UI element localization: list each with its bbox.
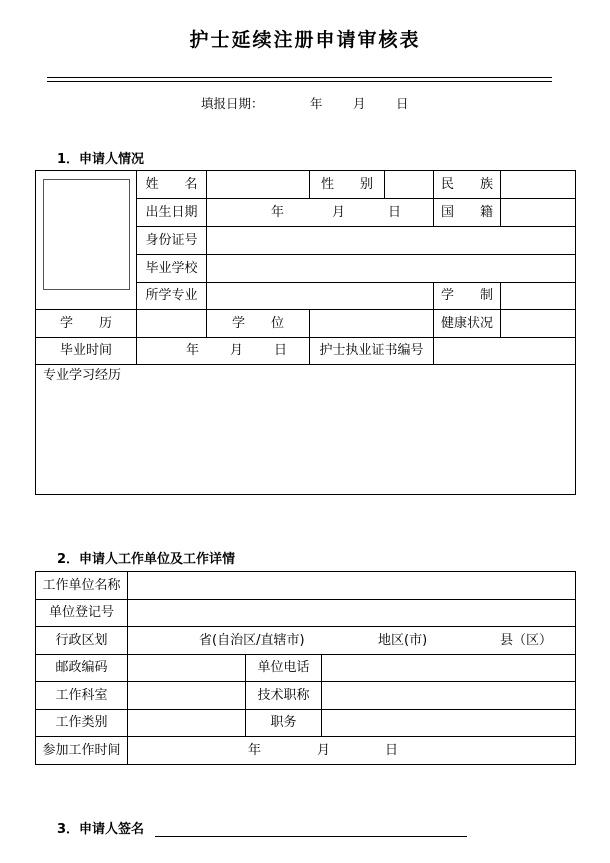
major-field (207, 283, 434, 310)
employer-reg-no-label: 单位登记号 (36, 600, 128, 627)
section3-heading: 3．申请人签名 (57, 822, 145, 837)
nationality-label: 国 籍 (434, 199, 501, 227)
major-label: 所学专业 (137, 283, 207, 310)
birth-date-year: 年 (271, 204, 285, 220)
graduation-year: 年 (186, 343, 200, 358)
county-text: 县（区） (500, 632, 553, 648)
license-number-label: 护士执业证书编号 (310, 338, 434, 365)
fill-date-label: 填报日期： (201, 96, 264, 111)
program-length-label: 学 制 (434, 283, 501, 310)
photo-cell (36, 171, 137, 310)
work-start-month: 月 (317, 742, 331, 758)
admin-division-label: 行政区划 (36, 627, 128, 655)
birth-date-label: 出生日期 (137, 199, 207, 227)
graduation-month: 月 (230, 343, 244, 358)
birth-date-month: 月 (332, 204, 346, 220)
work-start-day: 日 (385, 742, 399, 758)
section2-heading: 2．申请人工作单位及工作详情 (57, 552, 236, 567)
graduation-day: 日 (274, 343, 288, 358)
id-number-label: 身份证号 (137, 227, 207, 255)
work-start-year: 年 (248, 742, 262, 758)
name-field (207, 171, 310, 199)
province-text: 省(自治区/直辖市) (199, 632, 305, 648)
postal-code-field (128, 655, 246, 682)
title-rule-top (47, 77, 552, 78)
employment-table (35, 571, 576, 765)
employer-phone-label: 单位电话 (246, 655, 322, 682)
department-label: 工作科室 (36, 682, 128, 710)
employer-reg-no-field (128, 600, 576, 627)
health-label: 健康状况 (434, 310, 501, 338)
school-label: 毕业学校 (137, 255, 207, 283)
fill-date-day: 日 (396, 96, 409, 111)
education-label: 学 历 (36, 310, 137, 338)
birth-date-field (207, 199, 434, 227)
school-field (207, 255, 576, 283)
license-number-field (434, 338, 576, 365)
work-start-field (128, 737, 576, 765)
position-field (322, 710, 576, 737)
fill-date-month: 月 (353, 96, 366, 111)
form-title: 护士延续注册申请审核表 (189, 29, 421, 51)
study-history-label: 专业学习经历 (43, 368, 122, 383)
gender-field (385, 171, 434, 199)
employer-phone-field (322, 655, 576, 682)
graduation-time-label: 毕业时间 (36, 338, 137, 365)
title-rule-bottom (47, 81, 552, 82)
birth-date-day: 日 (388, 204, 402, 220)
employer-name-label: 工作单位名称 (36, 572, 128, 600)
ethnicity-label: 民 族 (434, 171, 501, 199)
section1-heading: 1．申请人情况 (57, 152, 145, 167)
education-field (137, 310, 207, 338)
signature-line (155, 836, 467, 837)
applicant-info-table (35, 170, 576, 495)
id-number-field (207, 227, 576, 255)
prefecture-text: 地区(市) (378, 632, 428, 648)
ethnicity-field (501, 171, 576, 199)
study-history-cell (36, 365, 576, 495)
program-length-field (501, 283, 576, 310)
technical-title-field (322, 682, 576, 710)
position-label: 职务 (246, 710, 322, 737)
admin-division-field (128, 627, 576, 655)
gender-label: 性 别 (310, 171, 385, 199)
degree-label: 学 位 (207, 310, 310, 338)
work-start-label: 参加工作时间 (36, 737, 128, 765)
degree-field (310, 310, 434, 338)
postal-code-label: 邮政编码 (36, 655, 128, 682)
health-field (501, 310, 576, 338)
nationality-field (501, 199, 576, 227)
name-label: 姓 名 (137, 171, 207, 199)
fill-date-year: 年 (310, 96, 323, 111)
photo-box (43, 179, 130, 290)
graduation-time-field (137, 338, 310, 365)
job-category-field (128, 710, 246, 737)
job-category-label: 工作类别 (36, 710, 128, 737)
employer-name-field (128, 572, 576, 600)
department-field (128, 682, 246, 710)
technical-title-label: 技术职称 (246, 682, 322, 710)
